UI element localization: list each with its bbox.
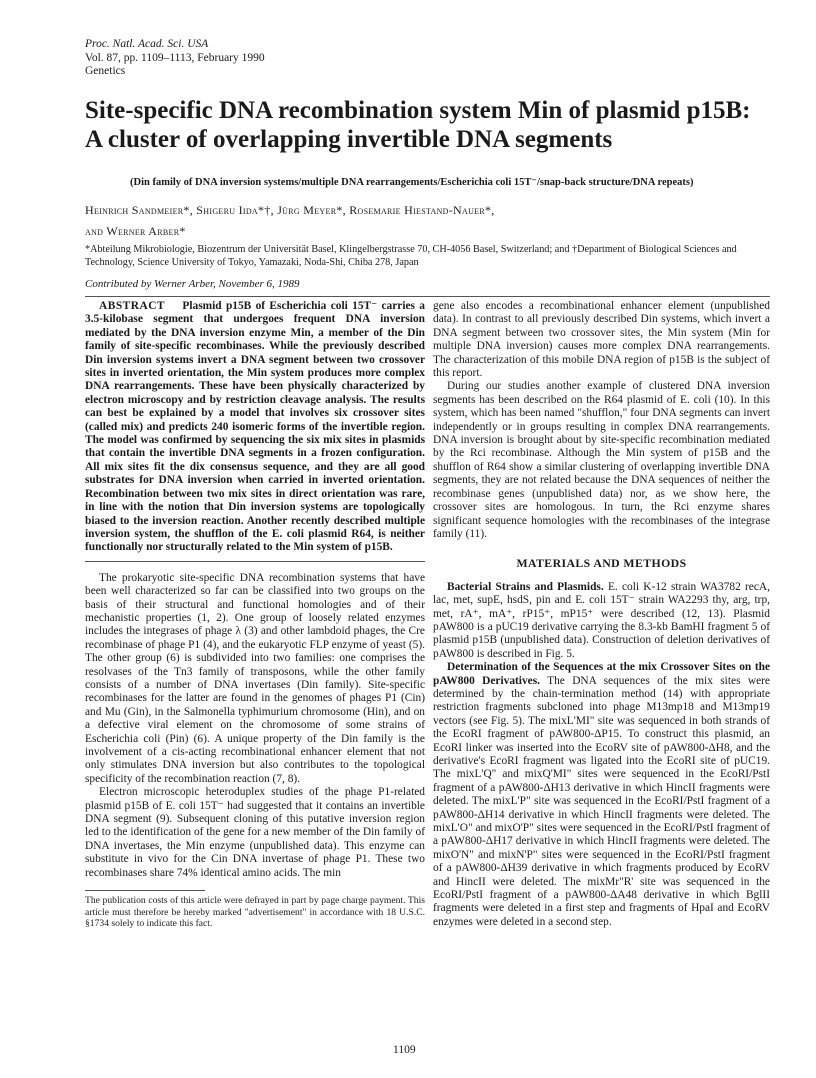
journal-volume: Vol. 87, pp. 1109–1113, February 1990: [85, 51, 265, 64]
authors-line-1: Heinrich Sandmeier*, Shigeru Iida*†, Jürg Meyer*, Rosemarie Hiestand-Nauer*,: [85, 203, 495, 217]
intro-paragraph-1: The prokaryotic site-specific DNA recombination systems that have been well characterized so far can be classified into two groups on the basis of their structural and functional homologies and of their mechanistic properties (1, 2). One group of loosely related enzymes includes the integrases of phage λ (3) and other lambdoid phages, the Cre recombinase of phage P1 (4), and the eukaryotic FLP enzyme of yeast (5). The other group (6) is subdivided into two families: one comprises the resolvases of the Tn3 family of transposons, while the other family consists of a number of DNA invertases (Din family). Site-specific recombinases for the latter are found in the genomes of phages P1 (Cin) and Mu (Gin), in the Salmonella typhimurium chromosome (Hin), and on a defective viral element on the chromosome of some strains of Escherichia coli (Pin) (6). A unique property of the Din family is the involvement of a cis-acting recombinational enhancer element that not only stimulates DNA inversion but also contributes to the topological specificity of the recombination reaction (7, 8).: [85, 571, 425, 785]
affiliations: *Abteilung Mikrobiologie, Biozentrum der Universität Basel, Klingelbergstrasse 70, CH-4056 Basel, Switzerland; and †Department of Biological Sciences and Technology, Science University of Tokyo, Yamazaki, Noda-Shi, Chiba 278, Japan: [85, 244, 737, 268]
abstract: [85, 300, 425, 555]
title-line-2: A cluster of overlapping invertible DNA segments: [85, 126, 613, 153]
paper-title: [85, 96, 765, 154]
keywords: (Din family of DNA inversion systems/multiple DNA rearrangements/Escherichia coli 15T⁻/snap-back structure/DNA repeats): [130, 177, 694, 188]
intro-paragraph-2: Electron microscopic heteroduplex studies of the phage P1-related plasmid p15B of E. coli 15T⁻ had suggested that it contains an invertible DNA segment (9). Subsequent cloning of this putative inversion region led to the identification of the gene for a new member of the Din family of DNA invertases, the Min enzyme (unpublished data). This enzyme can substitute in vivo for the Cin DNA invertase of phage P1. These two recombinases share 74% identical amino acids. The min: [85, 786, 425, 879]
intro-paragraph-3: gene also encodes a recombinational enhancer element (unpublished data). In contrast to all previously described Din systems, which invert a DNA segment between two crossover sites, the Min system (Min for multiple DNA inversion) causes more complex DNA rearrangements. The characterization of this mobile DNA region of p15B is the subject of this report.: [433, 300, 770, 380]
header-divider: [85, 296, 770, 297]
page-number: 1109: [393, 1044, 416, 1056]
strains-text: E. coli K-12 strain WA3782 recA, lac, met, supE, hsdS, pin and E. coli 15T⁻ strain WA2293 thy, arg, trp, met, rA⁺, mA⁺, rP15⁺, mP15⁺ were described (12, 13). Plasmid pAW800 is a pUC19 derivative carrying the 8.3-kb BamHI fragment 5 of plasmid p15B (unpublished data). Construction of deletion derivatives of pAW800 is described in Fig. 5.: [433, 580, 770, 660]
authors: [85, 200, 775, 242]
abstract-divider: [85, 561, 425, 562]
left-column: [85, 300, 425, 930]
footnote-divider: [85, 890, 205, 891]
journal-name: Proc. Natl. Acad. Sci. USA: [85, 38, 209, 50]
contributed-by: Contributed by Werner Arber, November 6, 1989: [85, 278, 300, 290]
journal-section: Genetics: [85, 65, 126, 77]
strains-heading: Bacterial Strains and Plasmids.: [447, 580, 604, 593]
right-column: [433, 300, 770, 929]
methods-heading: MATERIALS AND METHODS: [516, 556, 687, 571]
sequences-text: The DNA sequences of the mix sites were determined by the chain-termination method (14) with appropriate restriction fragments subcloned into phage M13mp18 and M13mp19 vectors (see Fig. 5). The mixL'MI" site was sequenced in both strands of the EcoRI fragment of pAW800-ΔP15. To construct this plasmid, an EcoRI linker was inserted into the EcoRV site of pAW800-ΔH8, and the derivative's EcoRI fragment was ligated into the EcoRI site of pUC19. The mixL'Q" and mixQ'MI" sites were sequenced in the EcoRI/PstI fragment of a pAW800-ΔH13 derivative in which HincII fragments were deleted. The mixL'P" site was sequenced in the EcoRI/PstI fragment of a pAW800-ΔH14 derivative in which HincII fragments were deleted. The mixL'O" and mixO'P" sites were sequenced in the EcoRI/PstI fragment of a pAW800-ΔH17 derivative in which HincII fragments were deleted. The mixO'N" and mixN'P" sites were sequenced in the EcoRI/PstI fragment of a pAW800-ΔH39 derivative in which fragments produced by EcoRV and HincII were deleted. The mixMr"R' site was sequenced in the EcoRI/PstI fragment of a pAW800-ΔA48 derivative in which BglII fragments were deleted in a first step and fragments of HpaI and EcoRV enzymes were deleted in a second step.: [433, 674, 770, 928]
sequences-paragraph: [433, 661, 770, 929]
abstract-text: Plasmid p15B of Escherichia coli 15T⁻ carries a 3.5-kilobase segment that undergoes frequent DNA inversion mediated by the DNA inversion enzyme Min, a member of the Din family of site-specific recombinases. While the previously described Din inversion systems invert a DNA segment between two crossover sites in inverted orientation, the Min system produces more complex DNA rearrangements. These have been physically characterized by electron microscopy and by restriction cleavage analysis. The results can best be explained by a model that involves six crossover sites (called mix) and predicts 240 isomeric forms of the invertible region. The model was confirmed by sequencing the six mix sites in plasmids that contain the invertible DNA segments in a frozen configuration. All mix sites fit the dix consensus sequence, and they are all good substrates for DNA inversion when carried in inverted orientation. Recombination between two mix sites in direct orientation was rare, in line with the notion that Din inversion systems are topologically biased to the inversion reaction. Another recently described multiple inversion system, the shufflon of the E. coli plasmid R64, is neither functionally nor structurally related to the Min system of p15B.: [85, 300, 425, 554]
strains-paragraph: [433, 581, 770, 661]
sequences-heading: Determination of the Sequences at the mix Crossover Sites on the pAW800 Derivatives.: [433, 661, 770, 687]
intro-paragraph-4: During our studies another example of clustered DNA inversion segments has been described on the R64 plasmid of E. coli (10). In this system, which has been named "shufflon," four DNA segments can invert independently or in groups resulting in complex DNA rearrangements. DNA inversion is brought about by site-specific recombination mediated by the Rci recombinase. Although the Min system of p15B and the shufflon of R64 show a similar clustering of overlapping invertible DNA segments, they are not related because the DNA sequences of neither the recombinase genes (unpublished data) nor, as we show here, the crossover sites are homologous. In turn, the Rci enzyme shares significant sequence homologies with the recombinases of the integrase family (11).: [433, 380, 770, 540]
authors-line-2: and Werner Arber*: [85, 224, 186, 238]
footnote: The publication costs of this article were defrayed in part by page charge payment. This article must therefore be hereby marked "advertisement" in accordance with 18 U.S.C. §1734 solely to indicate this fact.: [85, 895, 425, 930]
title-line-1: Site-specific DNA recombination system Min of plasmid p15B:: [85, 97, 751, 124]
abstract-label: ABSTRACT: [99, 300, 166, 312]
journal-header: [85, 38, 265, 79]
